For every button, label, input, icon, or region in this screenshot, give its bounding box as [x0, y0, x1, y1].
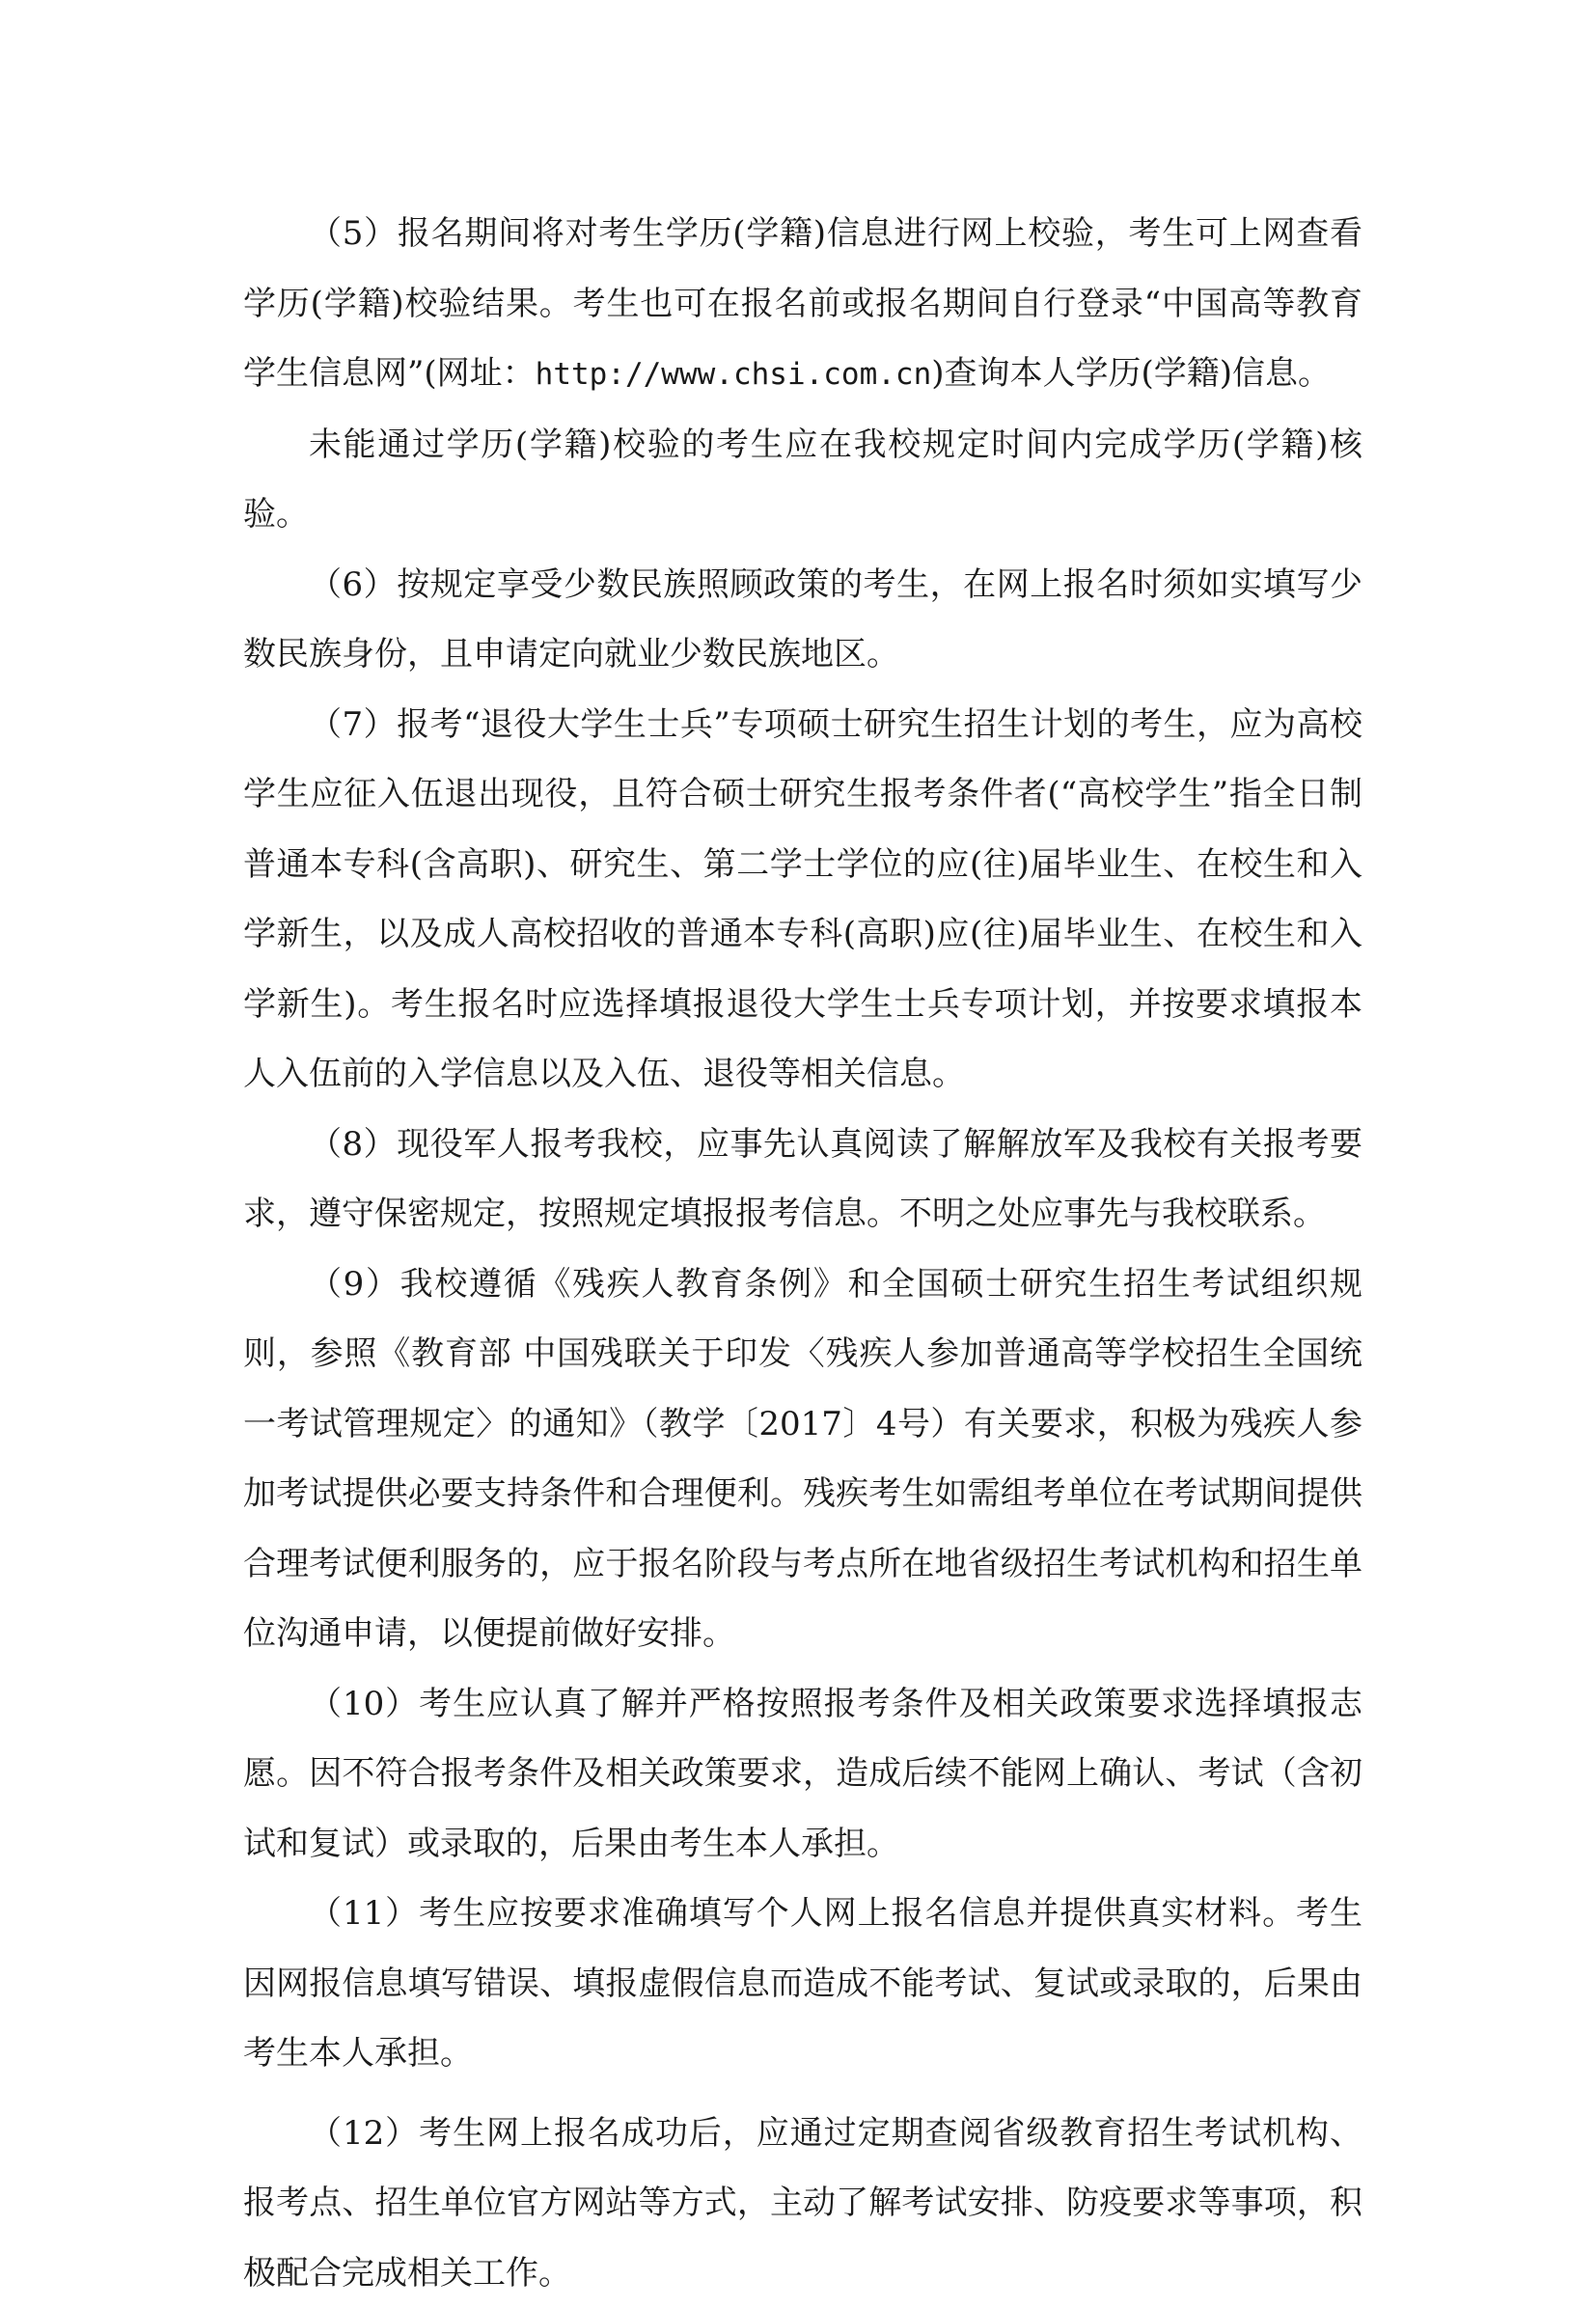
- paragraph-item-12: （12）考生网上报名成功后，应通过定期查阅省级教育招生考试机构、报考点、招生单位官方网站等方式，主动了解考试安排、防疫要求等事项，积极配合完成相关工作。: [243, 2099, 1362, 2308]
- paragraph-item-11: （11）考生应按要求准确填写个人网上报名信息并提供真实材料。考生因网报信息填写错误、填报虚假信息而造成不能考试、复试或录取的，后果由考生本人承担。: [243, 1879, 1362, 2089]
- paragraph-verification-note: 未能通过学历(学籍)校验的考生应在我校规定时间内完成学历(学籍)核验。: [243, 410, 1362, 550]
- paragraph-item-9: （9）我校遵循《残疾人教育条例》和全国硕士研究生招生考试组织规则，参照《教育部 中国残联关于印发〈残疾人参加普通高等学校招生全国统一考试管理规定〉的通知》（教学〔2017〕4号）有关要求，积极为残疾人参加考试提供必要支持条件和合理便利。残疾考生如需组考单位在考试期间提供合理考试便利服务的，应于报名阶段与考点所在地省级招生考试机构和招生单位沟通申请，以便提前做好安排。: [243, 1250, 1362, 1669]
- chsi-url-link[interactable]: http://www.chsi.com.cn: [536, 357, 932, 392]
- paragraph-item-10: （10）考生应认真了解并严格按照报考条件及相关政策要求选择填报志愿。因不符合报考条件及相关政策要求，造成后续不能网上确认、考试（含初试和复试）或录取的，后果由考生本人承担。: [243, 1669, 1362, 1880]
- paragraph-item-8: （8）现役军人报考我校，应事先认真阅读了解解放军及我校有关报考要求，遵守保密规定，按照规定填报报考信息。不明之处应事先与我校联系。: [243, 1110, 1362, 1250]
- paragraph-item-6: （6）按规定享受少数民族照顾政策的考生，在网上报名时须如实填写少数民族身份，且申请定向就业少数民族地区。: [243, 550, 1362, 690]
- document-body: [243, 199, 1362, 2308]
- paragraph-item-5: [243, 199, 1362, 410]
- paragraph-item-7: （7）报考“退役大学生士兵”专项硕士研究生招生计划的考生，应为高校学生应征入伍退出现役，且符合硕士研究生报考条件者(“高校学生”指全日制普通本专科(含高职)、研究生、第二学士学位的应(往)届毕业生、在校生和入学新生，以及成人高校招收的普通本专科(高职)应(往)届毕业生、在校生和入学新生)。考生报名时应选择填报退役大学生士兵专项计划，并按要求填报本人入伍前的入学信息以及入伍、退役等相关信息。: [243, 690, 1362, 1110]
- paragraph-text: )查询本人学历(学籍)信息。: [931, 354, 1331, 393]
- paragraph-text: （5）报名期间将对考生学历(学籍)信息进行网上校验，考生可上网查看学历(学籍)校验结果。考生也可在报名前或报名期间自行登录“中国高等教育学生信息网”(网址：: [243, 214, 1362, 393]
